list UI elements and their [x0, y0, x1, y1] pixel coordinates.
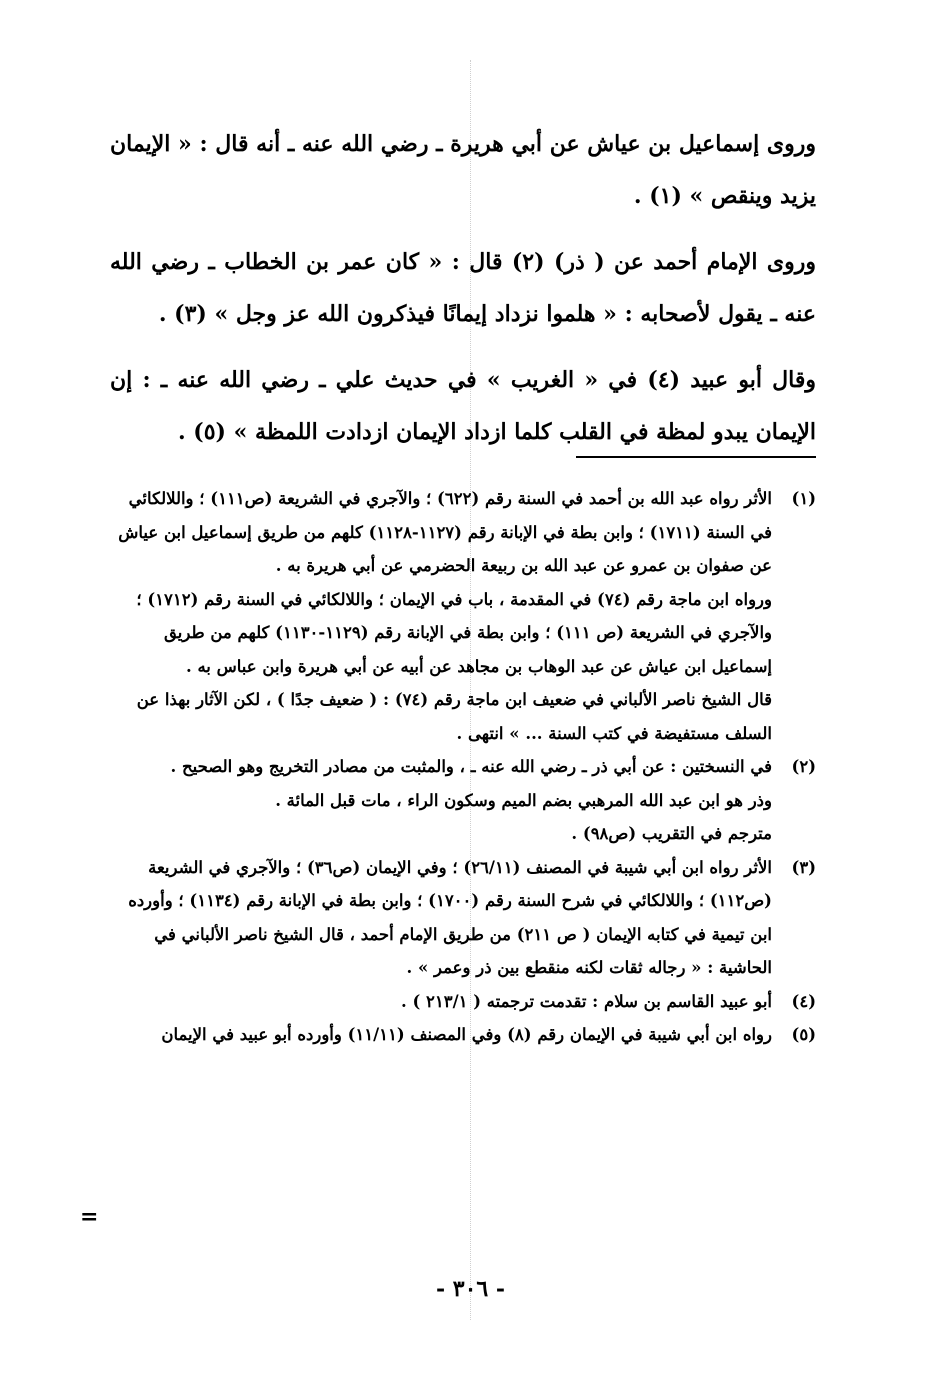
footnote-paragraph: في النسختين : عن أبي ذر ـ رضي الله عنه ـ ، والمثبت من مصادر التخريج وهو الصحيح . — [170, 757, 772, 776]
footnote-number: (٥) — [791, 1025, 816, 1044]
footnote-paragraph: قال الشيخ ناصر الألباني في ضعيف ابن ماجة رقم (٧٤) : ( ضعيف جدًا ) ، لكن الآثار بهذا عن السلف مستفيضة في كتب السنة ... » انتهى . — [136, 690, 772, 743]
footnote-4 — [110, 985, 816, 1019]
footnote-5 — [110, 1018, 816, 1052]
footnote-number: (١) — [791, 489, 816, 508]
footnotes — [110, 482, 816, 1052]
footnote-body — [110, 1018, 772, 1052]
footnote-number: (٤) — [791, 991, 816, 1011]
main-paragraph-3: وقال أبو عبيد (٤) في « الغريب » في حديث علي ـ رضي الله عنه ـ : إن الإيمان يبدو لمظة في القلب كلما ازداد الإيمان ازدادت اللمظة » (٥) . — [110, 367, 816, 445]
footnote-paragraph: أبو عبيد القاسم بن سلام : تقدمت ترجمته ( ٢١٣/١ ) . — [400, 991, 772, 1011]
footnote-paragraph: الأثر رواه ابن أبي شيبة في المصنف (٢٦/١١) ؛ وفي الإيمان (ص٣٦) ؛ والآجري في الشريعة (ص١١٢) ؛ واللالكائي في شرح السنة رقم (١٧٠٠) ؛ وابن بطة في الإبانة رقم (١١٣٤) ؛ وأورده ابن تيمية في كتابه الإيمان ( ص ٢١١) من طريق الإمام أحمد ، قال الشيخ ناصر الألباني في الحاشية : « رجاله ثقات لكنه منقطع بين ذر وعمر » . — [128, 857, 772, 977]
footnote-body — [110, 482, 772, 750]
footnote-3 — [110, 851, 816, 985]
footnote-paragraph: الأثر رواه عبد الله بن أحمد في السنة رقم (٦٢٢) ؛ والآجري في الشريعة (ص١١١) ؛ واللالكائي في السنة (١٧١١) ؛ وابن بطة في الإبانة رقم (١١٢٧-١١٢٨) كلهم من طريق إسماعيل ابن عياش عن صفوان بن عمرو عن عبد الله بن ربيعة الحضرمي عن أبي هريرة به . — [118, 489, 772, 575]
footnote-body — [110, 851, 772, 985]
footnote-number: (٢) — [791, 757, 816, 776]
page-number: - ٣٠٦ - — [435, 1276, 506, 1302]
main-text — [110, 118, 816, 472]
footnote-paragraph: ورواه ابن ماجة رقم (٧٤) في المقدمة ، باب في الإيمان ؛ واللالكائي في السنة رقم (١٧١٢) ؛ والآجري في الشريعة (ص ١١١) ؛ وابن بطة في الإبانة رقم (١١٢٩-١١٣٠) كلهم من طريق إسماعيل ابن عياش عن عبد الوهاب بن مجاهد عن أبيه عن أبي هريرة وابن عباس به . — [136, 589, 772, 676]
footnote-separator — [576, 456, 816, 458]
continuation-mark: = — [80, 1204, 99, 1230]
main-paragraph-2: وروى الإمام أحمد عن ( ذر) (٢) قال : « كان عمر بن الخطاب ـ رضي الله عنه ـ يقول لأصحابه : « هلموا نزداد إيمانًا فيذكرون الله عز وجل » (٣) . — [110, 249, 816, 327]
footnote-paragraph: مترجم في التقريب (ص٩٨) . — [571, 824, 772, 843]
footnote-number: (٣) — [791, 857, 816, 877]
footnote-body — [110, 750, 772, 851]
footnote-1 — [110, 482, 816, 750]
main-paragraph-1: وروى إسماعيل بن عياش عن أبي هريرة ـ رضي الله عنه ـ أنه قال : « الإيمان يزيد وينقص » (١) . — [110, 131, 816, 209]
footnote-paragraph: وذر هو ابن عبد الله المرهبي بضم الميم وسكون الراء ، مات قبل المائة . — [275, 790, 772, 810]
footnote-paragraph: رواه ابن أبي شيبة في الإيمان رقم (٨) وفي المصنف (١١/١١) وأورده أبو عبيد في الإيمان — [161, 1025, 772, 1044]
footnote-body — [110, 985, 772, 1019]
footnote-2 — [110, 750, 816, 851]
